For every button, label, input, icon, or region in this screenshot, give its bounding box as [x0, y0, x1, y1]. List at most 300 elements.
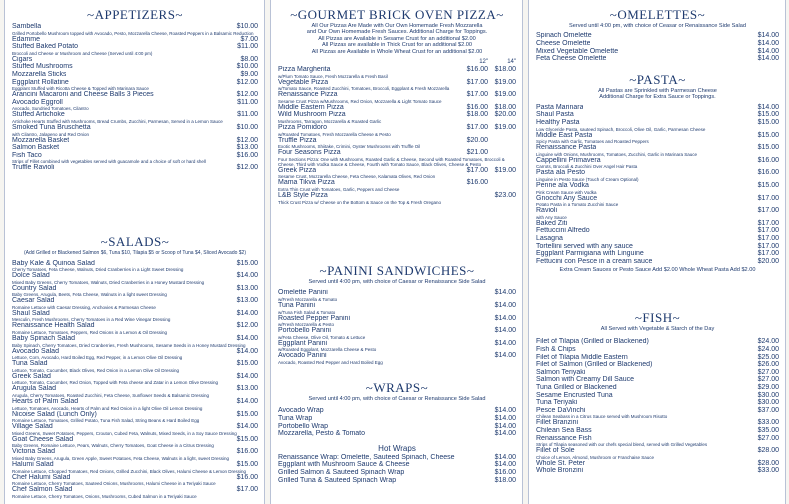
menu-item-row [12, 79, 258, 87]
menu-item-name: Spinach Omelette [536, 32, 592, 40]
menu-item-price: $15.00 [236, 259, 258, 267]
menu-item-price: $14.00 [757, 55, 779, 63]
menu-item [278, 192, 516, 205]
menu-item-name: Shaul Salad [12, 309, 50, 317]
menu-item-row [536, 220, 779, 228]
menu-item-row [12, 260, 258, 268]
menu-item-name: Wild Mushroom Pizza [278, 111, 346, 119]
menu-item-row [536, 407, 779, 415]
wraps-subtitle: Served until 4:00 pm, with choice of Caesar or Renaissance Side Salad [308, 396, 486, 402]
menu-item-row [12, 423, 258, 431]
menu-item [536, 467, 779, 475]
menu-item-name: Stuffed Artichoke [12, 111, 65, 119]
menu-item-description: with Cilantro, Jalapeno and Red Onion [12, 131, 90, 137]
menu-item-row [12, 398, 258, 406]
menu-item-price: $16.00 [236, 151, 258, 159]
menu-item-description: Lettuce, Tomatoes, Avocado, Hearts of Palm and Red Onion in a light Olive Oil Lemon Dressing [12, 405, 203, 411]
menu-item-name: Smoked Tuna Bruschetta [12, 123, 91, 131]
omelettes-list [536, 32, 779, 62]
menu-item-description: w/Fresh Mozzarella & Pesto [278, 322, 335, 328]
menu-item-price-small: $16.00 [466, 103, 488, 111]
menu-item-row [12, 486, 258, 494]
menu-item-name: Mozzarella Sticks [12, 70, 67, 78]
menu-item-row [12, 152, 258, 160]
menu-item [536, 48, 779, 56]
menu-item-name: Renaissance Fish [536, 434, 592, 442]
menu-item-price: $14.00 [757, 47, 779, 55]
menu-item-description: Exotic Mushrooms, Shiitake, Crimini, Oyster Mushrooms with Truffle Oil [278, 144, 421, 150]
menu-item-price: $16.00 [757, 169, 779, 177]
menu-item [536, 399, 779, 407]
salads-list [12, 260, 258, 499]
menu-item-row [536, 369, 779, 377]
fish-subtitle: All Served with Vegetable & Starch of the Day [600, 326, 715, 332]
menu-item-name: Tuna Panini [278, 302, 316, 309]
menu-item-name: Whole St. Peter [536, 459, 586, 467]
menu-item-row [278, 469, 516, 477]
menu-item-price: $14.00 [236, 272, 258, 280]
menu-item-name: Renaissance Health Salad [12, 322, 95, 330]
menu-item [536, 104, 779, 112]
menu-item-row [278, 192, 516, 200]
menu-item-price-large: $19.00 [494, 124, 516, 131]
menu-item-name: Truffle Ravioli [12, 164, 55, 172]
menu-item-name: Pasta Marinara [536, 103, 584, 111]
appetizers-section [12, 7, 258, 172]
menu-item-row [536, 48, 779, 56]
menu-item [12, 36, 258, 44]
menu-item-row [536, 427, 779, 435]
menu-item-price-small: $16.00 [466, 66, 488, 74]
pizza-section [278, 7, 516, 205]
menu-item-row [12, 99, 258, 107]
pasta-title: ~PASTA~ [629, 72, 686, 87]
menu-item-row [12, 348, 258, 356]
menu-item-price: $13.00 [236, 297, 258, 305]
menu-item-row [12, 36, 258, 44]
menu-item-price: $9.00 [240, 70, 258, 78]
menu-item-description: Choice of Lemon, Almond, Mushroom or Franchaise Sauce [536, 454, 655, 460]
menu-item-price: $14.00 [757, 32, 779, 40]
menu-item-name: Avocado Eggroll [12, 98, 63, 106]
menu-item-price: $30.00 [757, 391, 779, 399]
pizza-note: All Pizzas are Available in Sesame Crust for an additional $2.00 [318, 35, 476, 42]
menu-item-price: $14.00 [494, 415, 516, 422]
menu-item-description: Baby Greens, Arugula, Beets, Feta Cheese, Walnuts in a light sweet Dressing [12, 292, 167, 298]
menu-item [278, 407, 516, 415]
menu-item-price: $14.00 [236, 372, 258, 380]
menu-item-price: $14.00 [236, 423, 258, 431]
pizza-size-small: 12" [479, 59, 488, 66]
menu-item-name: Nicoise Salad (Lunch Only) [12, 410, 97, 418]
menu-item-name: Cigars [12, 55, 33, 63]
menu-item-row [278, 461, 516, 469]
menu-item [12, 285, 258, 298]
menu-item [536, 369, 779, 377]
menu-item [278, 454, 516, 462]
menu-item-name: Village Salad [12, 423, 53, 431]
menu-item-name: Baby Spinach Salad [12, 335, 76, 343]
menu-item-price: $17.00 [757, 250, 779, 258]
menu-item [536, 435, 779, 448]
menu-item-row [536, 447, 779, 455]
menu-item-name: Truffle Pizza [278, 136, 317, 144]
menu-item-name: Middle East Pasta [536, 131, 593, 139]
menu-item-price: $14.00 [494, 339, 516, 347]
menu-item-price: $15.00 [236, 435, 258, 443]
menu-item-description: Four Sections Pizza: One with Mushrooms, Roasted Garlic & Cheese, Second with Roasted Tomatoes, Broccoli & Cheese, Third with Vodka Sauce & Cheese, Fourth with Tomato Sauce, Black Olives, Cheese & Pesto [278, 156, 505, 167]
wraps-section [278, 380, 516, 484]
menu-item-price: $14.00 [494, 352, 516, 360]
menu-item-price: $17.00 [757, 219, 779, 227]
menu-item-description: with Any Sauce [536, 214, 567, 220]
menu-item [536, 169, 779, 182]
menu-item [278, 124, 516, 137]
menu-item-price-large: $18.00 [494, 103, 516, 111]
menu-item-description: Chilean Seabass in a Citrus Sauce served with Mushroom Risotto [536, 414, 668, 420]
menu-item-row [278, 407, 516, 415]
menu-item-row [536, 338, 779, 346]
menu-item [278, 423, 516, 431]
menu-item-name: Edamme [12, 35, 41, 43]
menu-item [536, 243, 779, 251]
menu-item-row [278, 302, 516, 310]
pizza-title: ~GOURMET BRICK OVEN PIZZA~ [290, 7, 504, 22]
menu-item-price-large [488, 179, 516, 187]
menu-item-price: $26.00 [757, 361, 779, 369]
menu-item-price: $17.00 [757, 234, 779, 242]
menu-item-row [536, 32, 779, 40]
menu-item-row [278, 91, 516, 99]
menu-item-name: Chilean Sea Bass [536, 426, 592, 434]
menu-item-price: $15.00 [757, 131, 779, 139]
menu-item [278, 104, 516, 112]
menu-item-price: $12.00 [236, 78, 258, 86]
menu-item [536, 447, 779, 460]
menu-item-price: $15.00 [236, 461, 258, 468]
menu-item-price: $28.00 [757, 459, 779, 467]
menu-item [536, 144, 779, 157]
menu-item-price: $13.00 [236, 144, 258, 152]
menu-item-price: $17.00 [757, 194, 779, 202]
menu-item [278, 327, 516, 340]
menu-item-row [536, 361, 779, 369]
menu-item-description: Mesculin, Fresh Mushrooms, Cherry Tomatoes in a Red Wine Vinegar Dressing [12, 317, 171, 323]
menu-item-name: Mama Tikva Pizza [278, 179, 335, 187]
fish-section [536, 310, 779, 475]
menu-item-description: Romaine Lettuce, Cherry Tomatoes, Sauteed Onions, Mushrooms, Halumi Cheese in a Teriyaki Sauce [12, 481, 216, 487]
menu-item-price: $14.00 [494, 422, 516, 430]
menu-item [536, 250, 779, 258]
menu-item-name: Chef Salmon Salad [12, 486, 73, 494]
menu-item-row [12, 63, 258, 71]
menu-column-right [528, 0, 786, 504]
menu-item-name: Mozzarella Basket [12, 136, 70, 144]
menu-item-row [278, 454, 516, 462]
menu-item [12, 297, 258, 310]
menu-item-description: Avocado, Sundried Tomatoes, Cilantro [12, 106, 89, 112]
menu-item-name: Baby Kale & Quinoa Salad [12, 259, 95, 267]
menu-item-row [536, 195, 779, 203]
hot-wraps-list [278, 454, 516, 484]
menu-item-prices [460, 192, 516, 200]
menu-item-row [536, 435, 779, 443]
menu-item-row [536, 40, 779, 48]
menu-item-name: Tuna Wrap [278, 415, 313, 422]
menu-item-price: $14.00 [236, 398, 258, 406]
menu-item-prices [460, 124, 516, 132]
pasta-subtitle-1: All Pastas are Sprinkled with Parmesan Cheese [598, 88, 717, 94]
menu-item-price: $12.00 [236, 136, 258, 144]
menu-item-row [536, 227, 779, 235]
menu-item-row [278, 167, 516, 175]
menu-item-price: $13.00 [236, 385, 258, 393]
menu-item-price: $14.00 [494, 453, 516, 461]
wraps-title: ~WRAPS~ [365, 380, 429, 395]
menu-item [278, 111, 516, 124]
menu-item-row [536, 354, 779, 362]
menu-item [12, 423, 258, 436]
menu-item-price-large: $18.00 [494, 66, 516, 74]
menu-item-price: $16.00 [757, 156, 779, 164]
menu-item-row [536, 182, 779, 190]
menu-item-name: Stuffed Mushrooms [12, 63, 73, 71]
menu-item-row [278, 137, 516, 145]
menu-item-row [536, 384, 779, 392]
menu-item-name: Mozzarella, Pesto & Tomato [278, 430, 366, 438]
menu-item [278, 430, 516, 438]
menu-item-row [278, 415, 516, 423]
menu-item [12, 124, 258, 137]
menu-item-row [12, 285, 258, 293]
menu-item-description: Mixed Greens, Sweet Potatoes, Peppers, Crouton, Cubed Feta, Walnuts, Mixed Seeds, in a Soy Sauce Dressing [12, 430, 237, 436]
menu-item-prices [460, 91, 516, 99]
menu-column-left [4, 0, 265, 504]
menu-item-price: $14.00 [494, 302, 516, 309]
menu-item [278, 302, 516, 315]
menu-item [12, 272, 258, 285]
menu-item-name: Cheese Omelette [536, 40, 591, 47]
panini-section [278, 263, 516, 365]
menu-item-price: $14.00 [236, 347, 258, 355]
menu-item [536, 346, 779, 354]
appetizers-title: ~APPETIZERS~ [87, 7, 183, 22]
menu-item-row [278, 124, 516, 132]
menu-item [278, 289, 516, 302]
menu-item-name: Salmon Teriyaki [536, 368, 586, 376]
menu-item-name: Ravioli [536, 207, 558, 215]
menu-item-name: Whole Bronzini [536, 467, 584, 475]
pasta-subtitle-2: Additional Charge for Extra Sauce or Toppings. [599, 94, 716, 101]
menu-item-name: Dolce Salad [12, 272, 50, 280]
menu-item-name: Stuffed Baked Potato [12, 43, 79, 51]
menu-item [12, 71, 258, 79]
menu-item-description: Thick Crust Pizza w/ Cheese on the Bottom & Sauce on the Top & Fresh Oregano [278, 199, 441, 205]
menu-item-row [12, 448, 258, 456]
menu-item-name: Victoria Salad [12, 448, 56, 456]
menu-item-name: Pasta ala Pesto [536, 169, 586, 177]
menu-item [12, 111, 258, 124]
menu-item [536, 227, 779, 235]
menu-item-row [12, 411, 258, 419]
menu-item-row [12, 385, 258, 393]
menu-item-row [536, 111, 779, 119]
menu-item-price: $24.00 [757, 346, 779, 353]
menu-item-row [278, 327, 516, 335]
menu-item-price: $14.00 [757, 103, 779, 111]
menu-item [536, 220, 779, 228]
pizza-note: and Our Own Homemade Fresh Sauces. Additional Charge for Toppings. [306, 29, 488, 36]
menu-item-description: Extra Thin Crust with Tomatoes, Garlic, Peppers and Cheese [278, 186, 400, 192]
menu-item-name: Filet of Tilapia (Grilled or Blackened) [536, 338, 649, 346]
menu-item-description: w/Roasted Tomatoes, Fresh Mozzarella Cheese & Pesto [278, 131, 391, 137]
menu-item-price: $10.00 [236, 63, 258, 71]
menu-item-name: Avocado Salad [12, 347, 59, 355]
menu-item [278, 469, 516, 477]
menu-item-price-small: $20.00 [466, 136, 488, 144]
menu-item-prices [460, 149, 516, 157]
menu-item-description: Baby Spinach, Cherry Tomatoes, Dried Cranberries, Fresh Mushrooms, Sesame Seeds in a Honey Mustard Dressing [12, 342, 246, 348]
menu-item-description: Mixed Baby Greens, Cherry Tomatoes, Walnuts, Dried Cranberries in a Honey Mustard Dressing [12, 279, 205, 285]
menu-item-row [536, 346, 779, 354]
menu-item [536, 111, 779, 119]
menu-item-name: Fettucini con Pesce in a cream sauce [536, 257, 653, 265]
menu-item-price: $28.00 [757, 447, 779, 455]
menu-item-name: Shaul Pasta [536, 111, 574, 119]
menu-item-row [278, 430, 516, 438]
menu-item-row [278, 149, 516, 157]
menu-item-name: Goat Cheese Salad [12, 435, 74, 443]
menu-item-description: Mushrooms, Tarragon, Mozzarella & Roasted Garlic [278, 119, 382, 124]
menu-item [536, 392, 779, 400]
menu-item [12, 398, 258, 411]
menu-item-row [536, 467, 779, 475]
menu-item-price: $14.00 [494, 461, 516, 469]
menu-item-price: $11.00 [237, 98, 258, 106]
menu-item-price: $10.00 [236, 23, 258, 30]
menu-item [12, 348, 258, 361]
appetizers-list [12, 23, 258, 172]
menu-item-name: Tortellini served with any sauce [536, 242, 633, 250]
menu-item-description: w/Feta Cheese, Olive Oil, Tomato & Lettuce [278, 334, 366, 340]
menu-item-price: $17.00 [757, 207, 779, 215]
menu-item [12, 385, 258, 398]
menu-item-price: $13.00 [236, 284, 258, 292]
menu-item-row [12, 310, 258, 318]
menu-item-row [12, 272, 258, 280]
menu-item-row [12, 360, 258, 368]
menu-item-name: Pizza Margherita [278, 66, 331, 74]
menu-item-name: Filet of Tilapia Middle Eastern [536, 353, 628, 361]
menu-item-row [536, 250, 779, 258]
menu-item-name: Pesce DaVinchi [536, 406, 586, 414]
menu-item-prices [460, 179, 516, 187]
menu-item-name: Arancini Macaroni and Cheese Balls 3 Pieces [12, 91, 154, 99]
menu-item [536, 419, 779, 427]
menu-item-row [278, 79, 516, 87]
menu-item-price: $14.00 [494, 327, 516, 335]
menu-item-row [536, 376, 779, 384]
menu-item-row [12, 335, 258, 343]
menu-item-prices [460, 167, 516, 175]
pasta-footer: Extra Cream Sauces or Pesto Sauce Add $2.00 Whole Wheat Pasta Add $2.00 [559, 267, 756, 274]
hot-wraps-title: Hot Wraps [378, 443, 416, 453]
menu-item [278, 91, 516, 104]
menu-item [536, 376, 779, 384]
menu-item-name: Vegetable Pizza [278, 78, 329, 86]
menu-item [12, 461, 258, 474]
pizza-list [278, 66, 516, 205]
menu-column-middle [270, 0, 523, 504]
menu-item-row [536, 132, 779, 140]
menu-item-row [536, 399, 779, 407]
menu-item-row [536, 144, 779, 152]
menu-item-description: Artichoke Hearts Stuffed with Mushrooms, Bread Crumbs, Zucchini, Parmesan, Served in a Lemon Sauce [12, 118, 223, 124]
menu-item-name: Tuna Grilled or Blackened [536, 383, 617, 391]
menu-item-description: Lettuce, Tomato, Cucumber, Black Olives, Red Onion in a Lemon Olive Oil Dressing [12, 367, 179, 373]
menu-item-price-small: $16.00 [466, 179, 488, 187]
menu-item-name: Grilled Tuna & Sauteed Spinach Wrap [278, 476, 397, 484]
menu-item-name: L&B Style Pizza [278, 191, 328, 199]
menu-item-price: $37.00 [757, 406, 779, 414]
menu-item-name: Roasted Pepper Panini [278, 314, 350, 322]
menu-item-name: Middle Eastern Pizza [278, 103, 344, 111]
menu-item [12, 56, 258, 64]
menu-item-name: Sambella [12, 23, 42, 30]
menu-item-row [12, 297, 258, 305]
salads-section [12, 234, 258, 499]
menu-item-name: Renaissance Pizza [278, 91, 338, 99]
menu-item-price: $14.00 [494, 314, 516, 322]
menu-item-description: Mixed Baby Greens, Arugula, Green Apple, Sweet Potatoes, Feta Cheese, Walnuts in a light, sweet Dressing [12, 456, 229, 461]
salads-title: ~SALADS~ [100, 234, 170, 249]
menu-item-name: Halumi Salad [12, 461, 54, 468]
menu-item-price-large [488, 137, 516, 145]
menu-item-row [278, 340, 516, 348]
menu-item-name: Feta Cheese Omelette [536, 55, 607, 63]
menu-item-description: Sesame Crust, Mozzarella Cheese, Feta Cheese, Kalamata Olives, Red Onion [278, 174, 436, 180]
pizza-note: All Pizzas are available in Thick Crust for an additional $2.00 [321, 42, 473, 49]
menu-item [12, 91, 258, 99]
menu-item-name: Mixed Vegetable Omelette [536, 47, 619, 55]
menu-item [536, 40, 779, 48]
menu-item-name: Fettuccini Alfredo [536, 227, 590, 235]
menu-item-row [536, 55, 779, 63]
menu-item [536, 338, 779, 346]
menu-item-price-large: $19.00 [494, 166, 516, 174]
menu-item [12, 310, 258, 323]
menu-item-price: $15.00 [236, 360, 258, 368]
menu-item-row [278, 477, 516, 485]
menu-item-name: Filet of Salmon (Grilled or Blackened) [536, 361, 653, 369]
menu-item-name: Eggplant Rollatine [12, 78, 69, 86]
omelettes-subtitle: Served until 4:00 pm, with choice of Ceasar or Renaissance Side Salad [569, 23, 746, 29]
menu-item-prices [460, 104, 516, 112]
menu-item-name: Renaissance Pasta [536, 144, 597, 152]
panini-title: ~PANINI SANDWICHES~ [319, 263, 475, 278]
menu-item-price: $15.00 [236, 410, 258, 418]
menu-item [12, 23, 258, 36]
menu-item [12, 152, 258, 165]
menu-item [536, 182, 779, 195]
menu-item-row [536, 157, 779, 165]
menu-item-name: Hearts of Palm Salad [12, 398, 79, 406]
menu-item-prices [460, 111, 516, 119]
menu-item-name: Pizza Pomidoro [278, 124, 328, 131]
menu-item-price-small: $17.00 [466, 91, 488, 99]
menu-item [536, 32, 779, 40]
menu-item-row [12, 111, 258, 119]
